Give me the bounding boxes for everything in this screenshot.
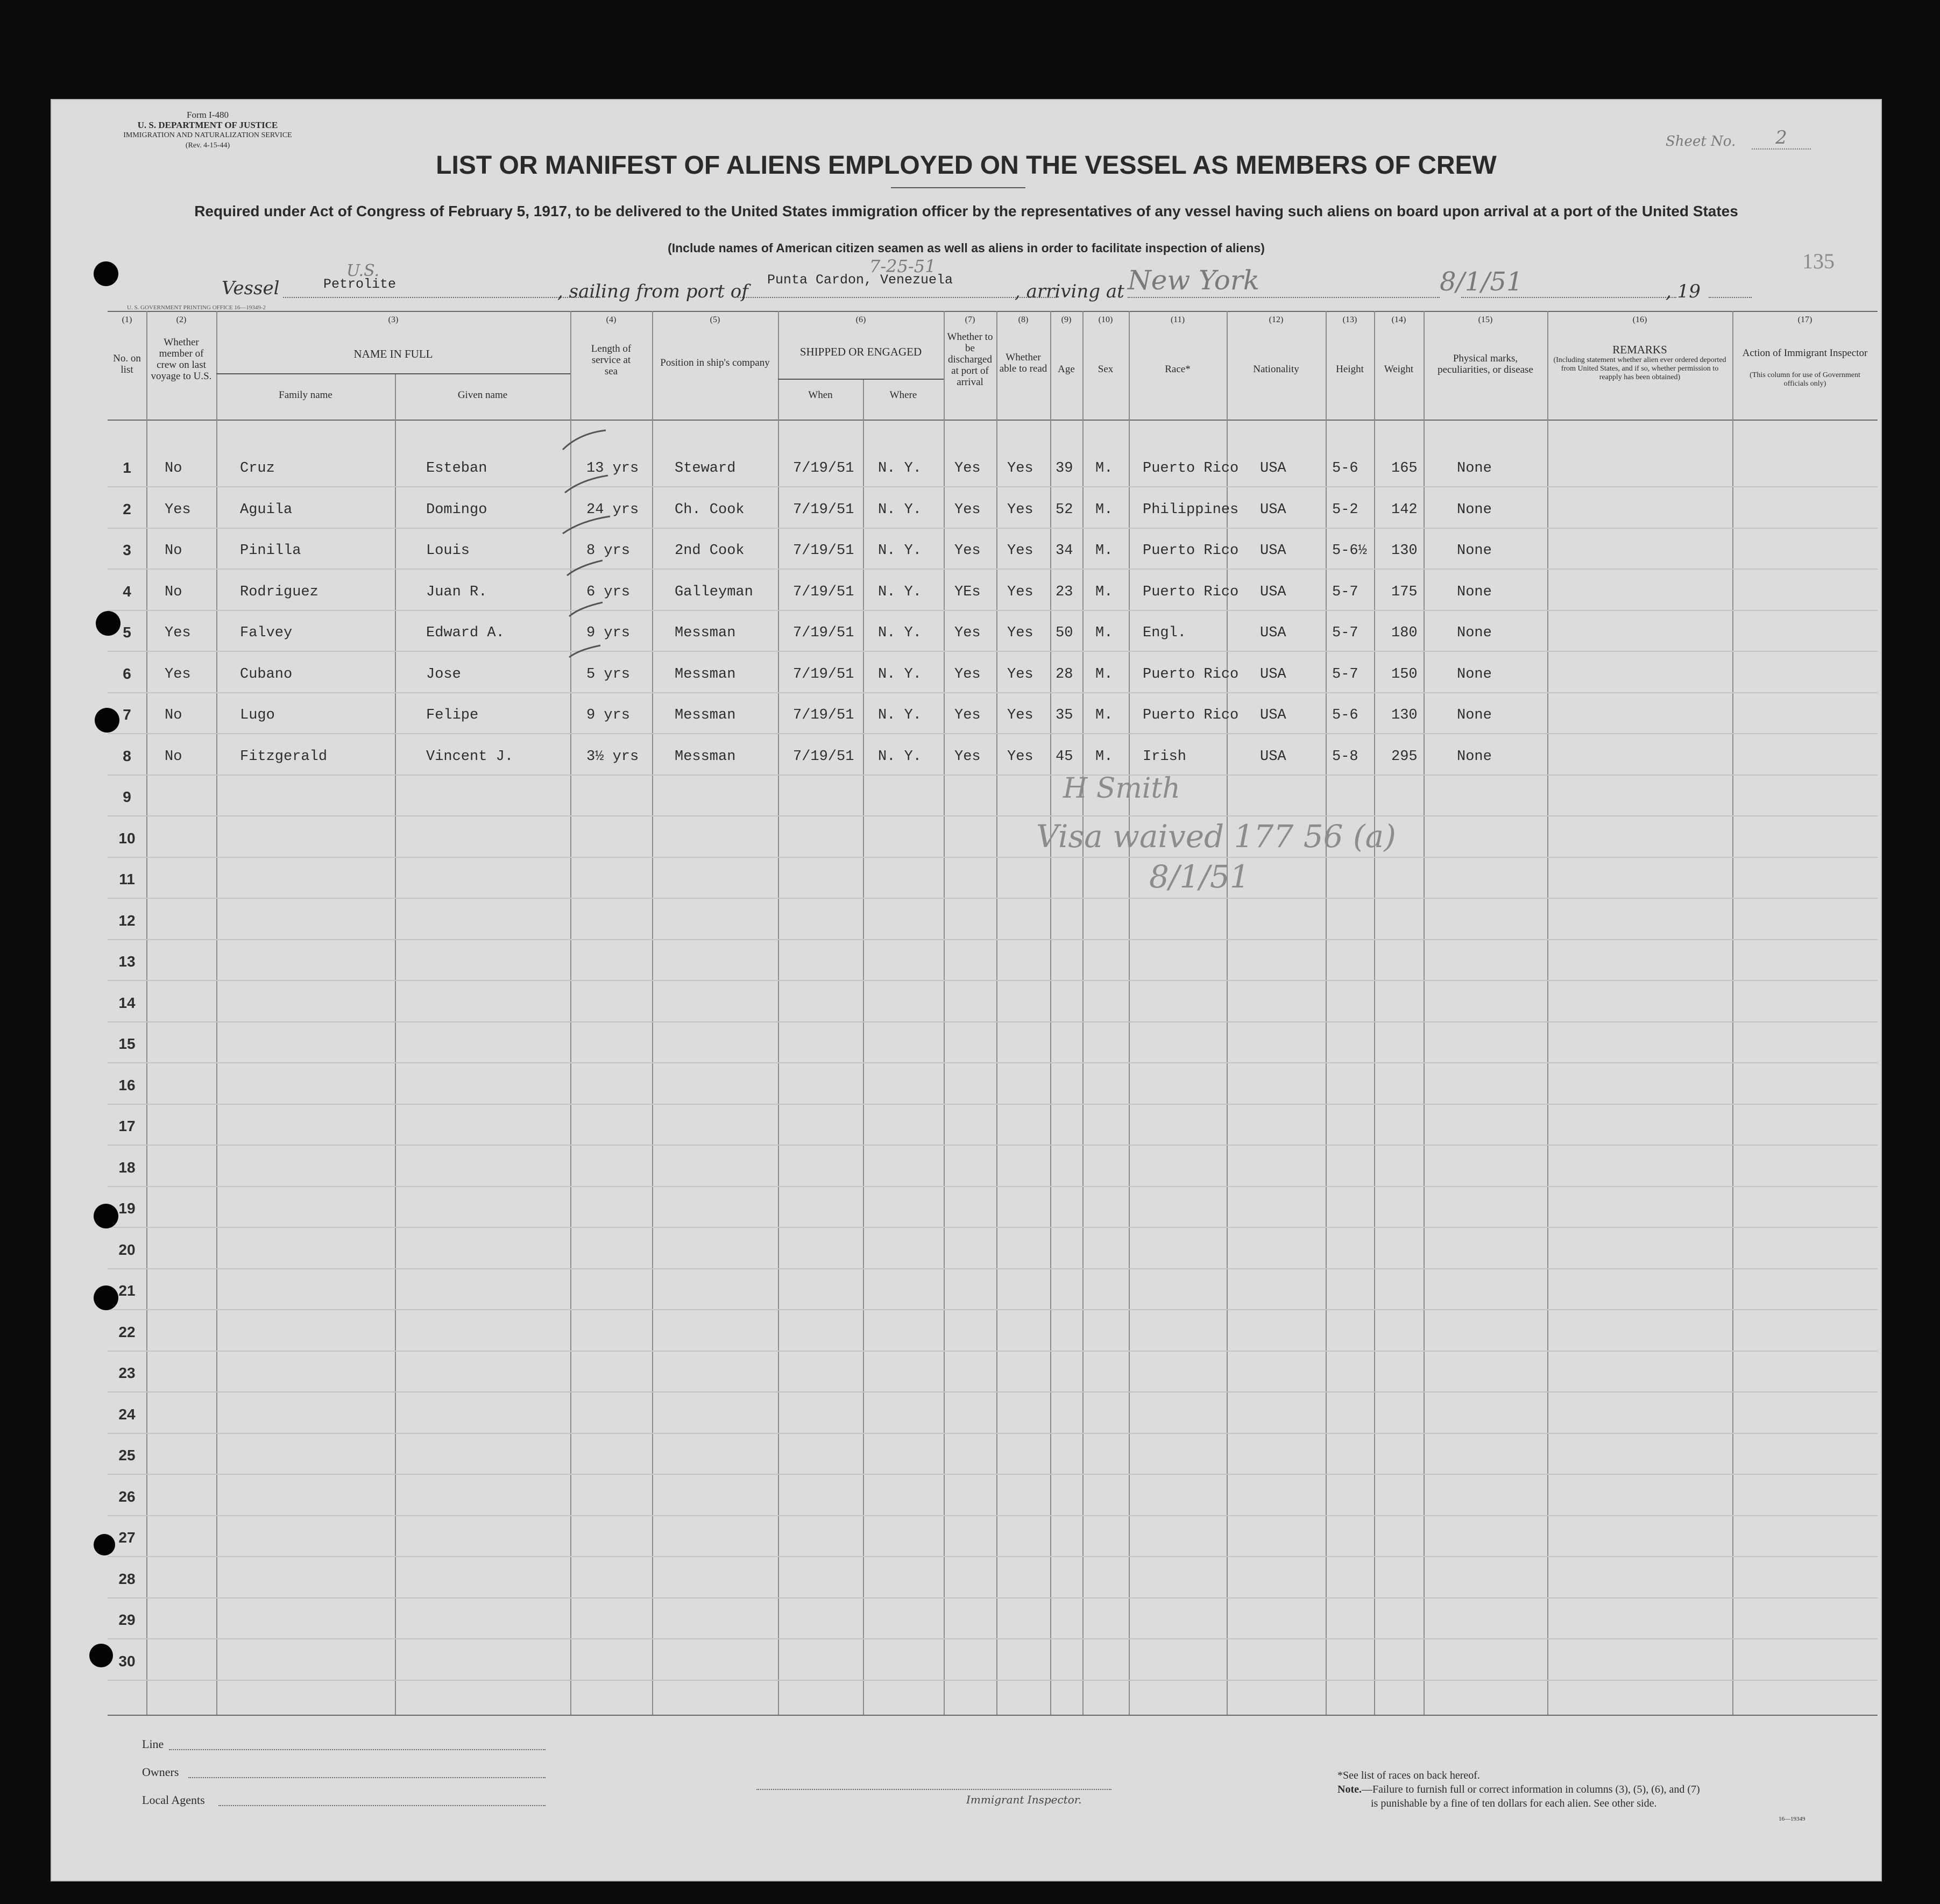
fine-note-label: Note.	[1337, 1784, 1362, 1795]
cell-to-be-discharged: Yes	[954, 707, 981, 723]
visa-waived-note: Visa waived 177 56 (a)	[1036, 818, 1396, 855]
cell-position: 2nd Cook	[675, 543, 745, 559]
cell-given-name: Felipe	[426, 707, 479, 723]
col-14-num: (14)	[1391, 315, 1406, 324]
check-mark-4	[567, 560, 603, 576]
check-mark-2	[565, 475, 608, 493]
punch-hole	[94, 1534, 115, 1555]
row-number: 28	[118, 1570, 136, 1587]
col-12-header: Nationality	[1253, 364, 1299, 375]
cell-height: 5-7	[1332, 625, 1358, 641]
cell-race: Irish	[1143, 748, 1187, 765]
col-10-header: Sex	[1098, 364, 1114, 375]
cell-physical-marks: None	[1457, 625, 1492, 641]
col-11-header: Race*	[1165, 364, 1191, 375]
arriving-port: New York	[1128, 265, 1259, 296]
cell-age: 28	[1056, 666, 1073, 683]
cell-height: 5-6	[1332, 460, 1358, 477]
stamp-number: 135	[1802, 249, 1835, 273]
col-14-header: Weight	[1384, 364, 1414, 375]
cell-service-length: 6 yrs	[586, 584, 631, 600]
col-5-num: (5)	[710, 315, 720, 324]
cell-to-be-discharged: Yes	[954, 543, 981, 559]
cell-position: Messman	[675, 625, 736, 641]
row-number: 24	[118, 1405, 136, 1423]
cell-able-to-read: Yes	[1007, 625, 1033, 641]
check-mark-5	[569, 602, 603, 616]
cell-shipped-when: 7/19/51	[793, 460, 854, 477]
cell-age: 50	[1056, 625, 1073, 641]
cell-nationality: USA	[1260, 707, 1286, 723]
cell-prev-voyage: Yes	[165, 666, 191, 683]
cell-physical-marks: None	[1457, 748, 1492, 765]
col-9-header: Age	[1058, 364, 1075, 375]
footer-code: 16—19349	[1779, 1816, 1806, 1822]
fine-note	[1337, 1784, 1700, 1796]
cell-given-name: Juan R.	[426, 584, 487, 600]
row-number: 5	[123, 624, 131, 641]
col-4-header: Length of service at sea	[591, 343, 632, 377]
cell-age: 34	[1056, 543, 1073, 559]
sheet-number-label: Sheet No.	[1666, 133, 1736, 150]
row-number: 6	[123, 665, 131, 682]
cell-able-to-read: Yes	[1007, 543, 1033, 559]
cell-to-be-discharged: YEs	[954, 584, 981, 600]
cell-prev-voyage: Yes	[165, 501, 191, 518]
row-number: 15	[118, 1035, 136, 1052]
cell-family-name: Aguila	[240, 501, 293, 518]
cell-weight: 165	[1391, 460, 1418, 477]
cell-prev-voyage: No	[165, 543, 182, 559]
cell-shipped-where: N. Y.	[878, 748, 922, 765]
cell-shipped-where: N. Y.	[878, 707, 922, 723]
cell-to-be-discharged: Yes	[954, 460, 981, 477]
row-number: 18	[118, 1159, 136, 1176]
cell-weight: 150	[1391, 666, 1418, 683]
service: IMMIGRATION AND NATURALIZATION SERVICE	[123, 131, 292, 139]
cell-shipped-when: 7/19/51	[793, 625, 854, 641]
cell-age: 23	[1056, 584, 1073, 600]
punch-hole	[94, 1204, 118, 1228]
check-mark-6	[569, 645, 600, 657]
col-16-detail: (Including statement whether alien ever ordered deported from United States, and if so, whether permission to reapply has been obtained)	[1553, 356, 1726, 381]
cell-race: Puerto Rico	[1143, 584, 1239, 600]
row-number: 25	[118, 1447, 136, 1463]
col-4-num: (4)	[606, 315, 617, 324]
col-17-header: Action of Immigrant Inspector	[1742, 347, 1868, 359]
cell-service-length: 13 yrs	[586, 460, 639, 477]
footer-agents-label: Local Agents	[142, 1793, 205, 1807]
col-8-num: (8)	[1018, 315, 1029, 324]
row-number: 11	[119, 871, 135, 887]
cell-position: Messman	[675, 666, 736, 683]
cell-nationality: USA	[1260, 543, 1286, 559]
cell-nationality: USA	[1260, 748, 1286, 765]
cell-to-be-discharged: Yes	[954, 625, 981, 641]
form-header	[111, 110, 305, 151]
cell-race: Engl.	[1143, 625, 1187, 641]
col-2-num: (2)	[176, 315, 187, 324]
cell-given-name: Louis	[426, 543, 470, 559]
cell-family-name: Lugo	[240, 707, 275, 723]
cell-service-length: 3½ yrs	[586, 748, 639, 765]
cell-service-length: 8 yrs	[586, 543, 631, 559]
include-note: (Include names of American citizen seamen as well as aliens in order to facilitate inspection of aliens)	[668, 241, 1265, 255]
cell-race: Puerto Rico	[1143, 543, 1239, 559]
arriving-label: , arriving at	[1015, 281, 1124, 302]
cell-family-name: Cruz	[240, 460, 275, 477]
cell-height: 5-8	[1332, 748, 1358, 765]
signature: H Smith	[1063, 772, 1180, 805]
form-number: Form I-480	[187, 110, 229, 120]
cell-given-name: Edward A.	[426, 625, 505, 641]
sailing-label: , sailing from port of	[557, 281, 748, 302]
fine-note-continued: is punishable by a fine of ten dollars for each alien. See other side.	[1371, 1798, 1657, 1809]
cell-physical-marks: None	[1457, 584, 1492, 600]
races-note: *See list of races on back hereof.	[1337, 1770, 1480, 1781]
cell-shipped-when: 7/19/51	[793, 584, 854, 600]
subtitle: Required under Act of Congress of February 5, 1917, to be delivered to the United States immigration officer by the representatives of any vessel having such aliens on board upon arrival at a port of the United States	[194, 203, 1738, 219]
cell-shipped-where: N. Y.	[878, 460, 922, 477]
sailing-date: 7-25-51	[869, 256, 936, 276]
col-3-sub-given: Given name	[457, 389, 508, 401]
cell-sex: M.	[1095, 501, 1113, 518]
department: U. S. DEPARTMENT OF JUSTICE	[137, 120, 278, 130]
cell-shipped-where: N. Y.	[878, 625, 922, 641]
row-number: 1	[123, 459, 131, 476]
cell-given-name: Jose	[426, 666, 461, 683]
gpo-imprint: U. S. GOVERNMENT PRINTING OFFICE 16—19349-2	[127, 304, 266, 311]
col-1-num: (1)	[122, 315, 132, 324]
cell-sex: M.	[1095, 748, 1113, 765]
cell-able-to-read: Yes	[1007, 666, 1033, 683]
cell-shipped-when: 7/19/51	[793, 666, 854, 683]
visa-waived-date: 8/1/51	[1149, 858, 1250, 895]
cell-physical-marks: None	[1457, 543, 1492, 559]
col-3-header: NAME IN FULL	[353, 347, 433, 360]
cell-nationality: USA	[1260, 625, 1286, 641]
cell-prev-voyage: Yes	[165, 625, 191, 641]
cell-able-to-read: Yes	[1007, 460, 1033, 477]
row-number: 26	[118, 1488, 136, 1505]
punch-hole	[95, 708, 119, 733]
cell-age: 45	[1056, 748, 1073, 765]
row-number: 17	[118, 1118, 136, 1134]
row-number: 27	[118, 1529, 136, 1546]
col-5-header: Position in ship's company	[660, 357, 770, 368]
col-2-header: Whether member of crew on last voyage to U.S.	[151, 337, 212, 382]
col-6-sub-where: Where	[889, 389, 917, 401]
row-number: 23	[118, 1365, 136, 1381]
row-number: 10	[118, 829, 136, 847]
cell-family-name: Fitzgerald	[240, 748, 328, 765]
row-number: 2	[123, 500, 131, 517]
col-16-header: REMARKS	[1612, 343, 1667, 356]
vessel-name: Petrolite	[323, 276, 397, 292]
cell-family-name: Cubano	[240, 666, 293, 683]
col-16-num: (16)	[1632, 315, 1647, 324]
row-number: 20	[118, 1241, 136, 1258]
col-9-num: (9)	[1061, 315, 1072, 324]
cell-service-length: 5 yrs	[586, 666, 631, 683]
cell-weight: 130	[1391, 543, 1418, 559]
col-11-num: (11)	[1170, 315, 1185, 324]
page-title: LIST OR MANIFEST OF ALIENS EMPLOYED ON THE VESSEL AS MEMBERS OF CREW	[436, 151, 1497, 180]
cell-nationality: USA	[1260, 584, 1286, 600]
punch-hole	[89, 1644, 113, 1667]
cell-prev-voyage: No	[165, 584, 182, 600]
cell-given-name: Domingo	[426, 501, 487, 518]
row-number: 3	[123, 542, 131, 558]
cell-prev-voyage: No	[165, 748, 182, 765]
arrival-date: 8/1/51	[1440, 267, 1523, 297]
check-mark-3	[563, 516, 610, 534]
punch-hole	[94, 261, 118, 286]
cell-given-name: Esteban	[426, 460, 487, 477]
cell-prev-voyage: No	[165, 707, 182, 723]
cell-sex: M.	[1095, 707, 1113, 723]
cell-sex: M.	[1095, 666, 1113, 683]
cell-race: Puerto Rico	[1143, 707, 1239, 723]
row-number: 9	[123, 788, 131, 805]
col-7-header: Whether to be discharged at port of arrival	[947, 331, 993, 388]
cell-height: 5-7	[1332, 584, 1358, 600]
immigrant-inspector-label: Immigrant Inspector.	[966, 1793, 1082, 1806]
cell-shipped-when: 7/19/51	[793, 501, 854, 518]
cell-to-be-discharged: Yes	[954, 748, 981, 765]
cell-physical-marks: None	[1457, 501, 1492, 518]
col-15-num: (15)	[1478, 315, 1493, 324]
cell-service-length: 24 yrs	[586, 501, 639, 518]
col-12-num: (12)	[1269, 315, 1284, 324]
col-7-num: (7)	[965, 315, 975, 324]
row-number: 30	[118, 1652, 136, 1669]
cell-position: Steward	[675, 460, 736, 477]
col-13-header: Height	[1336, 364, 1364, 375]
cell-shipped-when: 7/19/51	[793, 543, 854, 559]
cell-weight: 180	[1391, 625, 1418, 641]
cell-able-to-read: Yes	[1007, 501, 1033, 518]
cell-physical-marks: None	[1457, 666, 1492, 683]
row-number: 19	[118, 1200, 136, 1217]
cell-sex: M.	[1095, 625, 1113, 641]
cell-position: Messman	[675, 748, 736, 765]
cell-family-name: Pinilla	[240, 543, 301, 559]
cell-weight: 175	[1391, 584, 1418, 600]
cell-service-length: 9 yrs	[586, 625, 631, 641]
cell-nationality: USA	[1260, 666, 1286, 683]
row-number: 8	[123, 747, 131, 764]
cell-family-name: Rodriguez	[240, 584, 318, 600]
cell-prev-voyage: No	[165, 460, 182, 477]
cell-age: 52	[1056, 501, 1073, 518]
col-15-header: Physical marks, peculiarities, or disease	[1438, 353, 1533, 375]
punch-hole	[94, 1285, 118, 1310]
row-number: 4	[123, 582, 131, 600]
row-number: 22	[118, 1323, 136, 1340]
check-mark-1	[563, 430, 606, 450]
manifest-sheet	[52, 100, 1881, 1880]
cell-age: 35	[1056, 707, 1073, 723]
col-17-detail: (This column for use of Government officials only)	[1750, 371, 1860, 388]
cell-sex: M.	[1095, 543, 1113, 559]
cell-weight: 142	[1391, 501, 1418, 518]
cell-service-length: 9 yrs	[586, 707, 631, 723]
cell-shipped-where: N. Y.	[878, 666, 922, 683]
cell-able-to-read: Yes	[1007, 584, 1033, 600]
cell-height: 5-2	[1332, 501, 1358, 518]
sheet-number-value: 2	[1752, 127, 1811, 150]
footer-owners-label: Owners	[142, 1765, 179, 1779]
cell-shipped-where: N. Y.	[878, 584, 922, 600]
cell-nationality: USA	[1260, 501, 1286, 518]
punch-hole	[96, 611, 121, 636]
cell-shipped-when: 7/19/51	[793, 707, 854, 723]
col-6-sub-when: When	[808, 389, 833, 401]
cell-family-name: Falvey	[240, 625, 293, 641]
vessel-prefix: U.S.	[346, 261, 380, 280]
cell-weight: 295	[1391, 748, 1418, 765]
cell-nationality: USA	[1260, 460, 1286, 477]
vessel-label: Vessel	[222, 278, 280, 299]
cell-race: Philippines	[1143, 501, 1239, 518]
cell-physical-marks: None	[1457, 707, 1492, 723]
col-1-header: No. on list	[113, 353, 141, 375]
sailing-port: Punta Cardon, Venezuela	[767, 272, 953, 288]
cell-position: Galleyman	[675, 584, 753, 600]
row-number: 29	[118, 1611, 136, 1628]
row-number: 12	[118, 912, 136, 929]
cell-able-to-read: Yes	[1007, 748, 1033, 765]
fine-note-text: —Failure to furnish full or correct information in columns (3), (5), (6), and (7)	[1361, 1784, 1700, 1795]
col-6-num: (6)	[855, 315, 866, 324]
cell-race: Puerto Rico	[1143, 666, 1239, 683]
check-marks	[557, 423, 665, 670]
row-number: 14	[118, 994, 136, 1011]
cell-to-be-discharged: Yes	[954, 666, 981, 683]
cell-sex: M.	[1095, 460, 1113, 477]
form-revision: (Rev. 4-15-44)	[185, 141, 230, 150]
col-8-header: Whether able to read	[999, 352, 1047, 374]
col-6-header: SHIPPED OR ENGAGED	[799, 345, 922, 358]
footer-line-label: Line	[142, 1737, 164, 1751]
cell-shipped-where: N. Y.	[878, 543, 922, 559]
col-3-sub-family: Family name	[279, 389, 332, 401]
cell-shipped-when: 7/19/51	[793, 748, 854, 765]
cell-shipped-where: N. Y.	[878, 501, 922, 518]
cell-able-to-read: Yes	[1007, 707, 1033, 723]
col-17-num: (17)	[1797, 315, 1812, 324]
row-number: 13	[118, 953, 136, 970]
cell-age: 39	[1056, 460, 1073, 477]
cell-position: Ch. Cook	[675, 501, 745, 518]
cell-physical-marks: None	[1457, 460, 1492, 477]
cell-to-be-discharged: Yes	[954, 501, 981, 518]
cell-race: Puerto Rico	[1143, 460, 1239, 477]
cell-height: 5-6	[1332, 707, 1358, 723]
col-10-num: (10)	[1098, 315, 1113, 324]
cell-position: Messman	[675, 707, 736, 723]
cell-weight: 130	[1391, 707, 1418, 723]
row-number: 16	[118, 1076, 136, 1093]
col-13-num: (13)	[1342, 315, 1357, 324]
cell-height: 5-7	[1332, 666, 1358, 683]
col-3-num: (3)	[388, 315, 399, 324]
cell-height: 5-6½	[1332, 543, 1367, 559]
row-number: 7	[123, 706, 131, 723]
cell-sex: M.	[1095, 584, 1113, 600]
cell-given-name: Vincent J.	[426, 748, 514, 765]
row-number: 21	[118, 1282, 136, 1299]
year-label: , 19	[1666, 281, 1701, 302]
